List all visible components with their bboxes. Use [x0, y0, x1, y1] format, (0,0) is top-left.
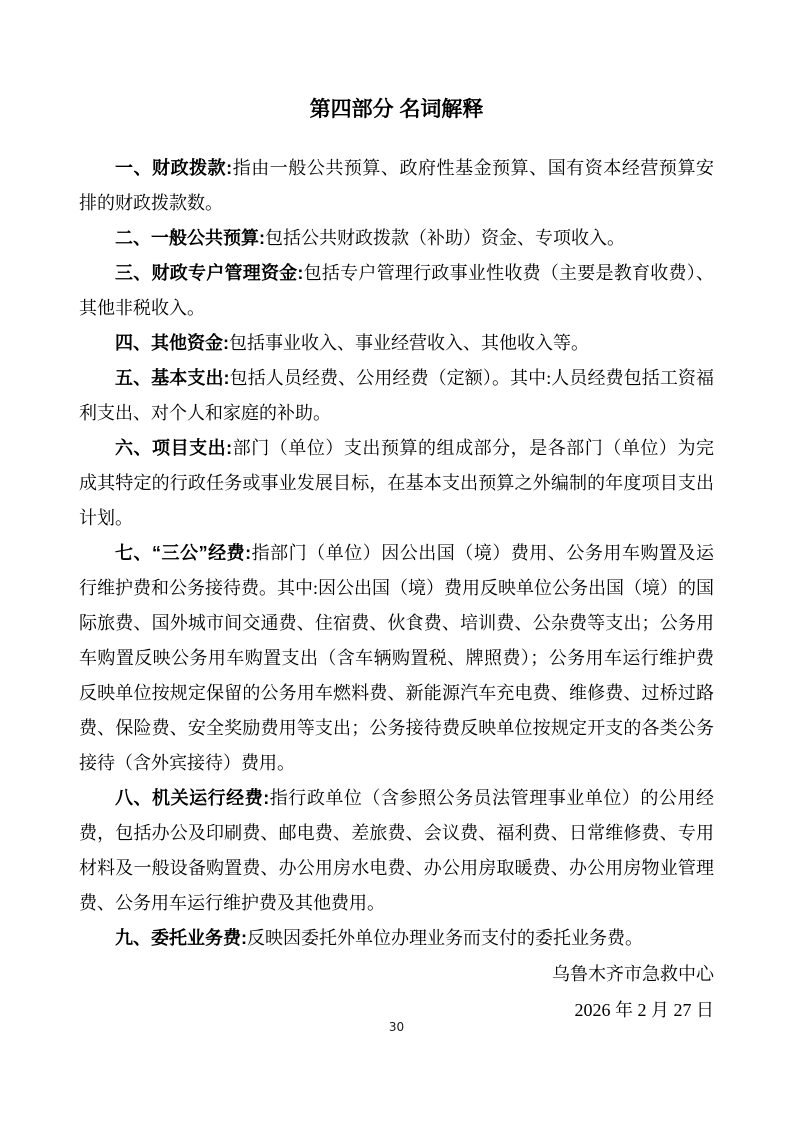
page-number: 30: [388, 1020, 405, 1034]
page-title: 第四部分 名词解释: [309, 98, 484, 121]
definition-term-7: 七、“三公”经费:: [115, 543, 252, 563]
definition-text-6: 部门（单位）支出预算的组成部分，是各部门（单位）为完成其特定的行政任务或事业发展目标，在基本支出预算之外编制的年度项目支出计划。: [79, 438, 714, 528]
definition-text-2: 包括公共财政拨款（补助）资金、专项收入。: [265, 228, 625, 248]
definition-text-9: 反映因委托外单位办理业务而支付的委托业务费。: [247, 928, 643, 948]
definition-text-1: 指由一般公共预算、政府性基金预算、国有资本经营预算安排的财政拨款数。: [79, 158, 714, 213]
definition-term-6: 六、项目支出:: [115, 438, 233, 458]
definition-text-3: 包括专户管理行政事业性收费（主要是教育收费）、其他非税收入。: [79, 263, 714, 318]
definition-term-9: 九、委托业务费:: [115, 928, 247, 948]
definition-text-8: 指行政单位（含参照公务员法管理事业单位）的公用经费，包括办公及印刷费、邮电费、差旅费、会议费、福利费、日常维修费、专用材料及一般设备购置费、办公用房水电费、办公用房取暖费、办公用房物业管理费、公务用车运行维护费及其他费用。: [79, 788, 714, 913]
definition-item-7: [79, 536, 714, 781]
definition-text-5: 包括人员经费、公用经费（定额）。其中:人员经费包括工资福利支出、对个人和家庭的补助。: [79, 368, 714, 423]
definition-text-4: 包括事业收入、事业经营收入、其他收入等。: [229, 333, 589, 353]
definition-term-4: 四、其他资金:: [115, 333, 229, 353]
definition-item-3: [79, 256, 714, 326]
definition-text-7: 指部门（单位）因公出国（境）费用、公务用车购置及运行维护费和公务接待费。其中:因公出国（境）费用反映单位公务出国（境）的国际旅费、国外城市间交通费、住宿费、伙食费、培训费、公杂费等支出；公务用车购置反映公务用车购置支出（含车辆购置税、牌照费）；公务用车运行维护费反映单位按规定保留的公务用车燃料费、新能源汽车充电费、维修费、过桥过路费、保险费、安全奖励费用等支出；公务接待费反映单位按规定开支的各类公务接待（含外宾接待）费用。: [79, 543, 715, 773]
definition-term-3: 三、财政专户管理资金:: [115, 263, 304, 283]
definition-item-9: [79, 921, 714, 956]
definition-term-2: 二、一般公共预算:: [115, 228, 265, 248]
definition-term-5: 五、基本支出:: [115, 368, 230, 388]
definition-item-6: [79, 431, 714, 536]
definition-item-2: [79, 221, 714, 256]
definition-term-8: 八、机关运行经费:: [115, 788, 270, 808]
definition-item-1: [79, 151, 714, 221]
definition-item-5: [79, 361, 714, 431]
definition-item-8: [79, 781, 714, 921]
signature-date: 2026 年 2 月 27 日: [574, 1000, 714, 1020]
definitions-list: [79, 151, 714, 956]
definition-item-4: [79, 326, 714, 361]
signature-organization: 乌鲁木齐市急救中心: [552, 964, 714, 984]
definition-term-1: 一、财政拨款:: [115, 158, 233, 178]
